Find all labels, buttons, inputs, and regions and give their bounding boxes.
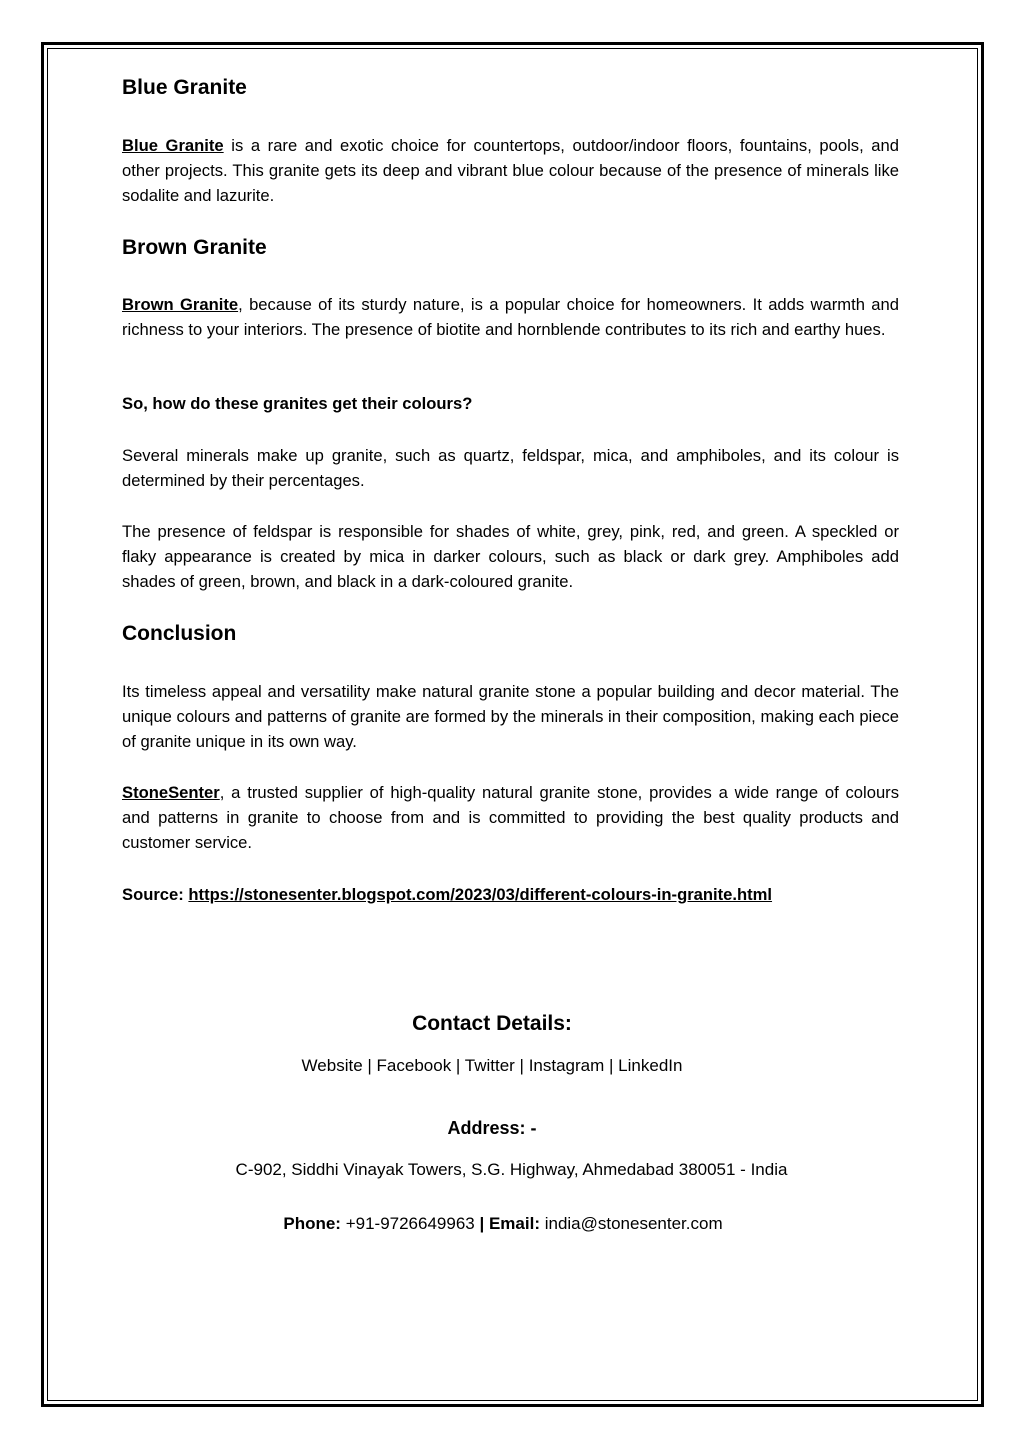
phone-label: Phone:	[283, 1214, 341, 1233]
address-text: C-902, Siddhi Vinayak Towers, S.G. Highway, Ahmedabad 380051 - India	[235, 1160, 788, 1179]
source-label: Source:	[122, 885, 189, 904]
heading-conclusion: Conclusion	[122, 622, 237, 645]
phone-number: +91-9726649963	[340, 1214, 480, 1233]
text-brown-granite: , because of its sturdy nature, is a popular choice for homeowners. It adds warmth and richness to your interiors. The presence of biotite and hornblende contributes to its rich and earthy hues.	[122, 295, 899, 339]
separator: |	[451, 1056, 465, 1075]
link-website[interactable]: Website	[301, 1056, 363, 1075]
text-blue-granite: is a rare and exotic choice for countertops, outdoor/indoor floors, fountains, pools, and other projects. This granite gets its deep and vibrant blue colour because of the presence of minerals like sodalite and lazurite.	[122, 136, 899, 205]
link-stonesenter[interactable]: StoneSenter	[122, 783, 220, 802]
separator: |	[362, 1056, 377, 1075]
link-instagram[interactable]: Instagram	[528, 1056, 605, 1075]
paragraph-minerals: Several minerals make up granite, such as quartz, feldspar, mica, and amphiboles, and its colour is determined by their percentages.	[122, 446, 899, 490]
separator: |	[514, 1056, 529, 1075]
paragraph-feldspar: The presence of feldspar is responsible for shades of white, grey, pink, red, and green. A speckled or flaky appearance is created by mica in darker colours, such as black or dark grey. Amphiboles add shades of green, brown, and black in a dark-coloured granite.	[122, 522, 899, 591]
phone-email-line	[11, 1214, 995, 1234]
link-linkedin[interactable]: LinkedIn	[618, 1056, 683, 1075]
email-address[interactable]: india@stonesenter.com	[539, 1214, 723, 1233]
heading-brown-granite: Brown Granite	[122, 236, 267, 259]
heading-blue-granite: Blue Granite	[122, 76, 247, 99]
heading-question: So, how do these granites get their colours?	[122, 394, 473, 413]
link-brown-granite[interactable]: Brown Granite	[122, 295, 239, 314]
contact-title: Contact Details:	[412, 1012, 572, 1035]
social-links	[0, 1056, 984, 1076]
source-link[interactable]: https://stonesenter.blogspot.com/2023/03/different-colours-in-granite.html	[188, 885, 773, 904]
paragraph-brown-granite	[122, 292, 899, 342]
separator: |	[604, 1056, 619, 1075]
source-line	[122, 885, 772, 905]
link-facebook[interactable]: Facebook	[376, 1056, 452, 1075]
address-title: Address: -	[447, 1118, 537, 1138]
paragraph-stonesenter	[122, 780, 899, 855]
text-stonesenter: , a trusted supplier of high-quality natural granite stone, provides a wide range of colours and patterns in granite to choose from and is committed to providing the best quality products and customer service.	[122, 783, 899, 852]
pipe-separator: |	[479, 1214, 485, 1233]
paragraph-conclusion: Its timeless appeal and versatility make natural granite stone a popular building and decor material. The unique colours and patterns of granite are formed by the minerals in their composition, making each piece of granite unique in its own way.	[122, 682, 899, 751]
paragraph-blue-granite	[122, 133, 899, 208]
email-label: Email:	[484, 1214, 540, 1233]
link-twitter[interactable]: Twitter	[464, 1056, 515, 1075]
link-blue-granite[interactable]: Blue Granite	[122, 136, 224, 155]
